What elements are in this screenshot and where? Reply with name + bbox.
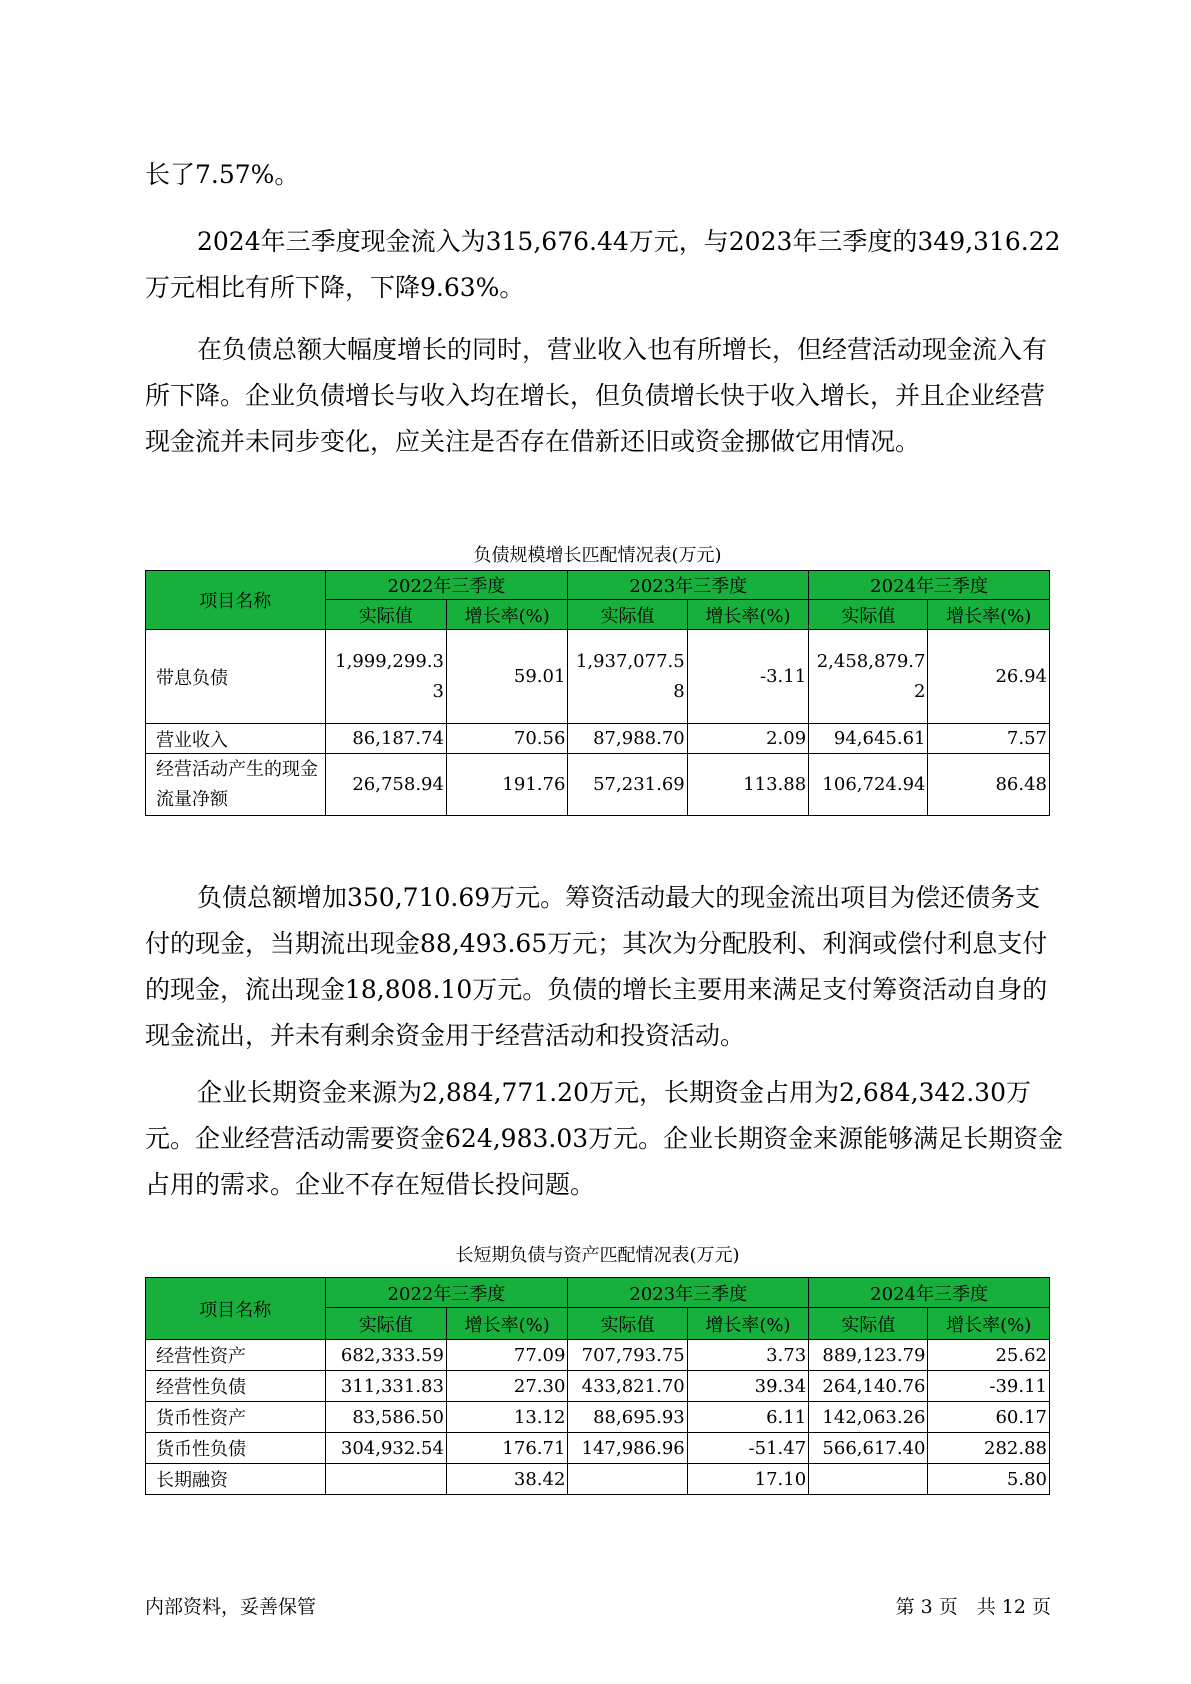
- actual-header: 实际值: [809, 600, 928, 630]
- table-row: [146, 1340, 1050, 1371]
- cell: 39.34: [687, 1371, 808, 1402]
- cell: 26,758.94: [325, 754, 446, 816]
- growth-header: 增长率(%): [446, 1308, 567, 1340]
- cell: 282.88: [928, 1433, 1050, 1464]
- cell: 304,932.54: [325, 1433, 446, 1464]
- cell: [809, 1464, 928, 1495]
- cell: 191.76: [446, 754, 567, 816]
- period-header: 2023年三季度: [568, 1278, 809, 1308]
- cell: 142,063.26: [809, 1402, 928, 1433]
- table2-caption: 长短期负债与资产匹配情况表(万元): [455, 1245, 740, 1266]
- cell: [325, 1464, 446, 1495]
- row-label: 经营活动产生的现金流量净额: [146, 754, 326, 816]
- period-header: 2024年三季度: [809, 1278, 1050, 1308]
- cell: 86,187.74: [325, 724, 446, 754]
- cell: 6.11: [687, 1402, 808, 1433]
- cell: 682,333.59: [325, 1340, 446, 1371]
- cell: 38.42: [446, 1464, 567, 1495]
- table1-caption: 负债规模增长匹配情况表(万元): [473, 545, 722, 566]
- cell: 94,645.61: [809, 724, 928, 754]
- cell: -39.11: [928, 1371, 1050, 1402]
- row-label: 经营性负债: [146, 1371, 326, 1402]
- paragraph-3: 在负债总额大幅度增长的同时，营业收入也有所增长，但经营活动现金流入有所下降。企业负债增长与收入均在增长，但负债增长快于收入增长，并且企业经营现金流并未同步变化，应关注是否存在借新还旧或资金挪做它用情况。: [145, 335, 1048, 456]
- cell: 26.94: [928, 630, 1050, 724]
- cell: 3.73: [687, 1340, 808, 1371]
- cell: 13.12: [446, 1402, 567, 1433]
- paragraph-4: 负债总额增加350,710.69万元。筹资活动最大的现金流出项目为偿还债务支付的现金，当期流出现金88,493.65万元；其次为分配股利、利润或偿付利息支付的现金，流出现金18,808.10万元。负债的增长主要用来满足支付筹资活动自身的现金流出，并未有剩余资金用于经营活动和投资活动。: [145, 883, 1048, 1050]
- table-row: [146, 724, 1050, 754]
- cell: 59.01: [446, 630, 567, 724]
- growth-header: 增长率(%): [687, 600, 808, 630]
- cell: [568, 1464, 687, 1495]
- cell: 17.10: [687, 1464, 808, 1495]
- period-header: 2023年三季度: [568, 571, 809, 600]
- table-row: [146, 1371, 1050, 1402]
- table-row: [146, 1464, 1050, 1495]
- table-row: [146, 1433, 1050, 1464]
- row-label: 货币性负债: [146, 1433, 326, 1464]
- cell: 433,821.70: [568, 1371, 687, 1402]
- cell: 566,617.40: [809, 1433, 928, 1464]
- cell: 83,586.50: [325, 1402, 446, 1433]
- debt-growth-table: [145, 570, 1050, 816]
- cell: -3.11: [687, 630, 808, 724]
- cell: 5.80: [928, 1464, 1050, 1495]
- cell: 311,331.83: [325, 1371, 446, 1402]
- paragraph-1: 长了7.57%。: [145, 160, 300, 189]
- growth-header: 增长率(%): [928, 600, 1050, 630]
- cell: 889,123.79: [809, 1340, 928, 1371]
- cell: 27.30: [446, 1371, 567, 1402]
- period-header: 2024年三季度: [809, 571, 1050, 600]
- actual-header: 实际值: [325, 1308, 446, 1340]
- cell: 2,458,879.72: [809, 630, 928, 724]
- cell: 707,793.75: [568, 1340, 687, 1371]
- cell: 88,695.93: [568, 1402, 687, 1433]
- cell: 25.62: [928, 1340, 1050, 1371]
- footer-page-number: 第 3 页 共 12 页: [895, 1596, 1051, 1618]
- period-header: 2022年三季度: [325, 1278, 568, 1308]
- row-label: 营业收入: [146, 724, 326, 754]
- period-header: 2022年三季度: [325, 571, 568, 600]
- cell: 147,986.96: [568, 1433, 687, 1464]
- growth-header: 增长率(%): [687, 1308, 808, 1340]
- cell: 176.71: [446, 1433, 567, 1464]
- cell: 2.09: [687, 724, 808, 754]
- cell: 70.56: [446, 724, 567, 754]
- cell: 113.88: [687, 754, 808, 816]
- cell: 1,999,299.33: [325, 630, 446, 724]
- cell: 264,140.76: [809, 1371, 928, 1402]
- actual-header: 实际值: [568, 1308, 687, 1340]
- table-row: [146, 754, 1050, 816]
- row-label: 长期融资: [146, 1464, 326, 1495]
- growth-header: 增长率(%): [928, 1308, 1050, 1340]
- growth-header: 增长率(%): [446, 600, 567, 630]
- name-header: 项目名称: [146, 571, 326, 630]
- name-header: 项目名称: [146, 1278, 326, 1340]
- cell: -51.47: [687, 1433, 808, 1464]
- paragraph-2: 2024年三季度现金流入为315,676.44万元，与2023年三季度的349,316.22万元相比有所下降，下降9.63%。: [145, 227, 1061, 302]
- cell: 60.17: [928, 1402, 1050, 1433]
- cell: 7.57: [928, 724, 1050, 754]
- footer-confidential: 内部资料，妥善保管: [145, 1596, 317, 1618]
- cell: 86.48: [928, 754, 1050, 816]
- actual-header: 实际值: [325, 600, 446, 630]
- table-row: [146, 1402, 1050, 1433]
- paragraph-5: 企业长期资金来源为2,884,771.20万元，长期资金占用为2,684,342.30万元。企业经营活动需要资金624,983.03万元。企业长期资金来源能够满足长期资金占用的需求。企业不存在短借长投问题。: [145, 1078, 1064, 1199]
- asset-liability-table: [145, 1277, 1050, 1495]
- cell: 87,988.70: [568, 724, 687, 754]
- table-row: [146, 630, 1050, 724]
- cell: 57,231.69: [568, 754, 687, 816]
- row-label: 带息负债: [146, 630, 326, 724]
- cell: 106,724.94: [809, 754, 928, 816]
- actual-header: 实际值: [568, 600, 687, 630]
- row-label: 经营性资产: [146, 1340, 326, 1371]
- actual-header: 实际值: [809, 1308, 928, 1340]
- cell: 1,937,077.58: [568, 630, 687, 724]
- row-label: 货币性资产: [146, 1402, 326, 1433]
- cell: 77.09: [446, 1340, 567, 1371]
